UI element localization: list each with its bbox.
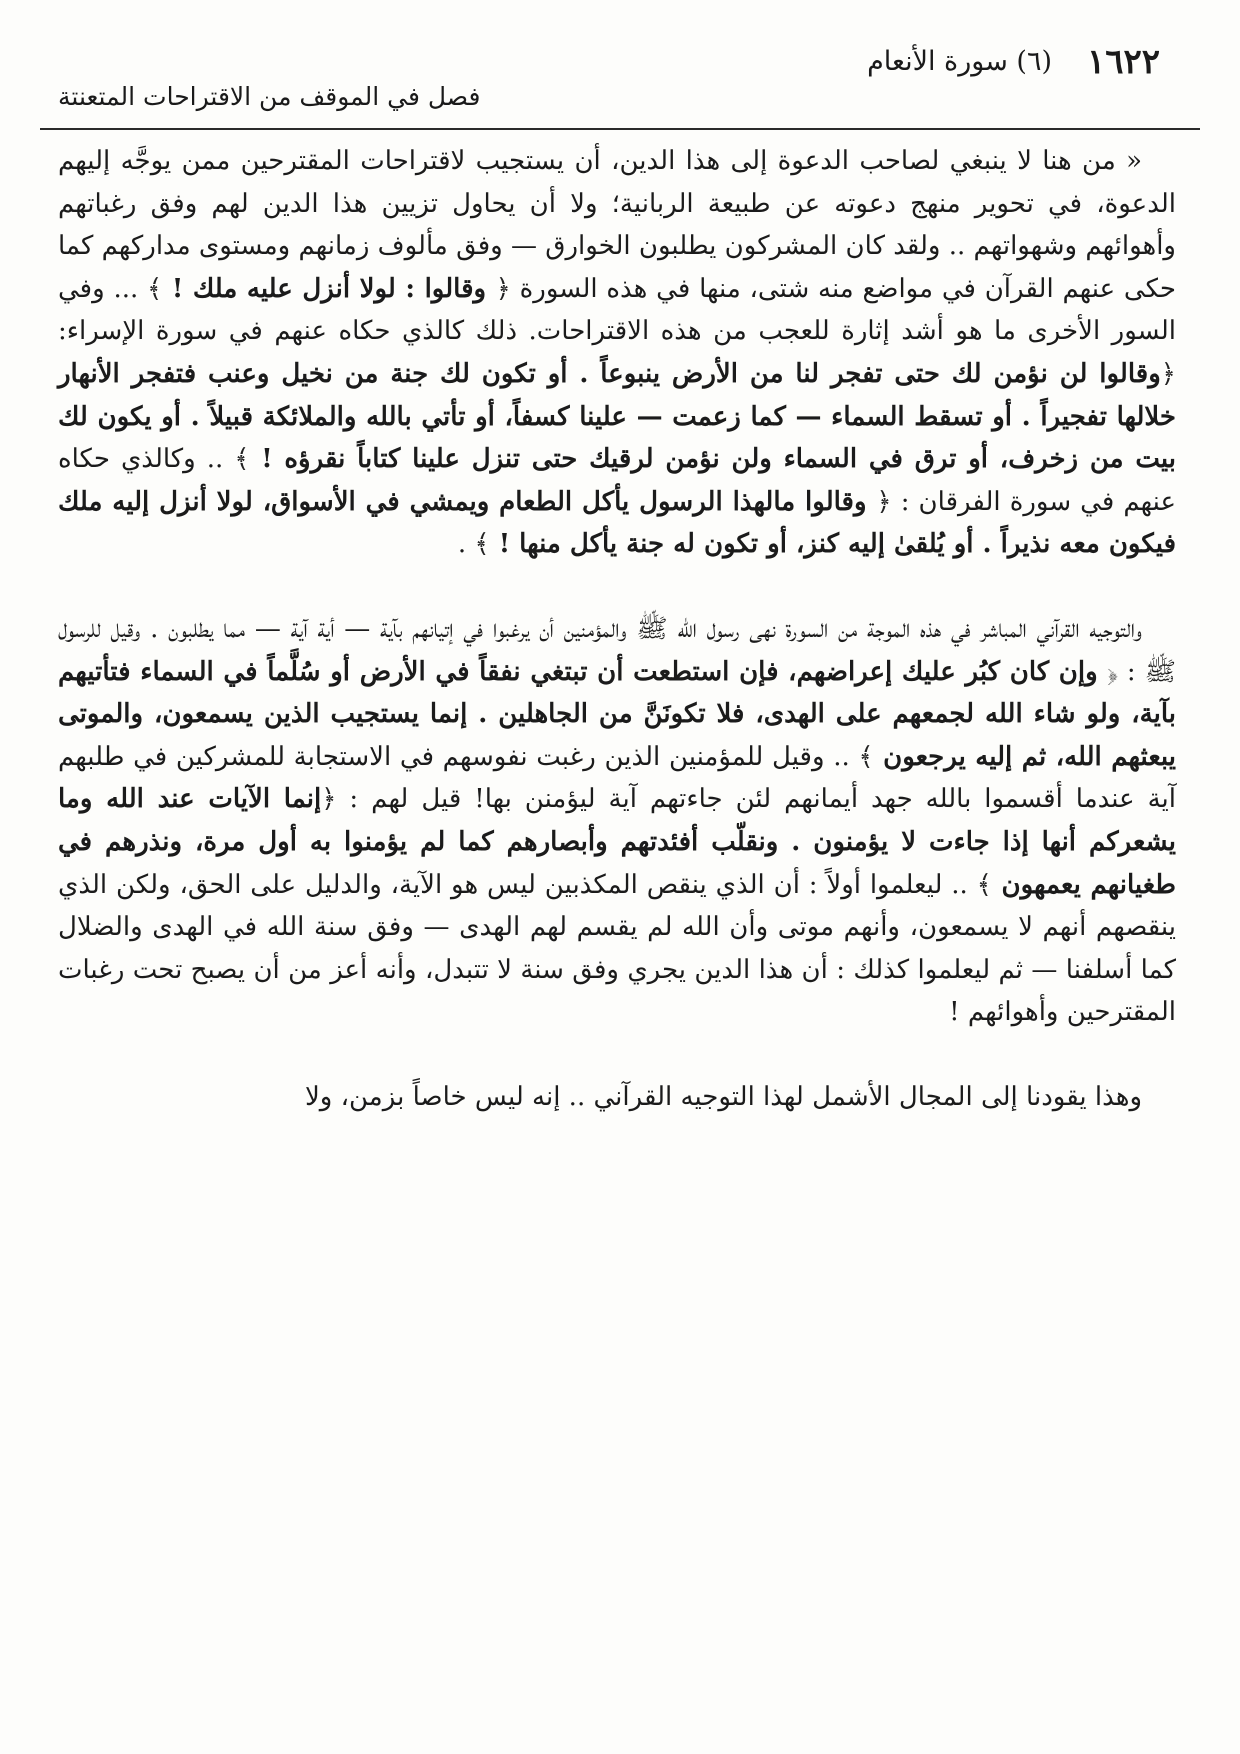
page-number: ١٦٢٢ — [1086, 42, 1160, 82]
paragraph-text: والتوجيه القرآني المباشر في هذه الموجة من السورة نهى رسول الله ﷺ والمؤمنين أن يرغبوا في إتيانهم بآية — أية آية — مما يطلبون . وقيل للرسول ﷺ : — [58, 613, 1176, 687]
section-title: فصل في الموقف من الاقتراحات المتعنتة — [58, 82, 481, 111]
paragraph — [58, 1076, 1176, 1119]
quran-quote: وإن كان كبُر عليك إعراضهم، فإن استطعت أن تبتغي نفقاً في الأرض أو سُلَّماً في السماء فتأتيهم بآية، ولو شاء الله لجمعهم على الهدى، فلا تكونَنَّ من الجاهلين . إنما يستجيب الذين يسمعون، والموتى يبعثهم الله، ثم إليه يرجعون — [58, 656, 1176, 772]
paragraph — [58, 608, 1176, 1034]
paragraph-text: . — [457, 529, 475, 560]
paragraph-text: وهذا يقودنا إلى المجال الأشمل لهذا التوجيه القرآني .. إنه ليس خاصاً بزمن، ولا — [304, 1081, 1142, 1112]
quran-bracket: ﴾ — [858, 741, 874, 772]
quran-bracket: ﴿ — [1160, 358, 1176, 389]
quran-bracket: ﴿ — [1107, 656, 1119, 687]
quran-bracket: ﴿ — [495, 273, 511, 304]
running-header — [40, 34, 1200, 130]
body-text — [58, 140, 1176, 1118]
quran-bracket: ﴾ — [234, 444, 250, 475]
quran-bracket: ﴿ — [321, 784, 337, 815]
quran-bracket: ﴾ — [474, 529, 490, 560]
paragraph-text: ... وفي السور الأخرى ما هو أشد إثارة للعجب من هذه الاقتراحات. ذلك كالذي حكاه عنهم في سورة الإسراء: — [58, 273, 1176, 347]
paragraph-text: .. وكالذي حكاه عنهم في سورة الفرقان : — [58, 444, 1176, 517]
surah-label: (٦) سورة الأنعام — [867, 46, 1052, 77]
quran-quote: وقالوا مالهذا الرسول يأكل الطعام ويمشي في الأسواق، لولا أنزل إليه ملك فيكون معه نذيراً . أو يُلقىٰ إليه كنز، أو تكون له جنة يأكل منها ! — [58, 486, 1176, 560]
paragraph-text: « من هنا لا ينبغي لصاحب الدعوة إلى هذا الدين، أن يستجيب لاقتراحات المقترحين ممن يوجَّه إليهم الدعوة، في تحوير منهج دعوته عن طبيعة الربانية؛ ولا أن يحاول تزيين هذا الدين لهم وفق رغباتهم وأهوائهم وشهواتهم .. ولقد كان المشركون يطلبون الخوارق — وفق مألوف زمانهم ومستوى مداركهم كما حكى عنهم القرآن في مواضع منه شتى، منها في هذه السورة — [58, 146, 1177, 304]
quran-bracket: ﴿ — [876, 486, 892, 517]
quran-quote: وقالوا : لولا أنزل عليه ملك ! — [162, 273, 496, 304]
quran-quote: إنما الآيات عند الله وما يشعركم أنها إذا جاءت لا يؤمنون . ونقلّب أفئدتهم وأبصارهم كما لم يؤمنوا به أول مرة، ونذرهم في طغيانهم يعمهون — [58, 784, 1177, 900]
paragraph-text: .. وقيل للمؤمنين الذين رغبت نفوسهم في الاستجابة للمشركين في طلبهم آية عندما أقسموا بالله جهد أيمانهم لئن جاءتهم آية ليؤمنن بها! قيل لهم : — [58, 741, 1176, 815]
quran-bracket: ﴾ — [147, 273, 163, 304]
paragraph — [58, 140, 1176, 566]
quran-quote: وقالوا لن نؤمن لك حتى تفجر لنا من الأرض ينبوعاً . أو تكون لك جنة من نخيل وعنب فتفجر الأنهار خلالها تفجيراً . أو تسقط السماء — كما زعمت — علينا كسفاً، أو تأتي بالله والملائكة قبيلاً . أو يكون لك بيت من زخرف، أو ترق في السماء ولن نؤمن لرقيك حتى تنزل علينا كتاباً نقرؤه ! — [58, 358, 1176, 475]
paragraph-text: .. ليعلموا أولاً : أن الذي ينقص المكذبين ليس هو الآية، والدليل على الحق، ولكن الذي ينقصهم أنهم لا يسمعون، وأنهم موتى وأن الله لم يقسم لهم الهدى — وفق سنة الله في الهدى والضلال كما أسلفنا — ثم ليعلموا كذلك : أن هذا الدين يجري وفق سنة لا تتبدل، وأنه أعز من أن يصبح تحت رغبات المقترحين وأهوائهم ! — [58, 869, 1176, 1028]
header-divider — [40, 128, 1200, 130]
quran-bracket: ﴾ — [976, 869, 992, 900]
